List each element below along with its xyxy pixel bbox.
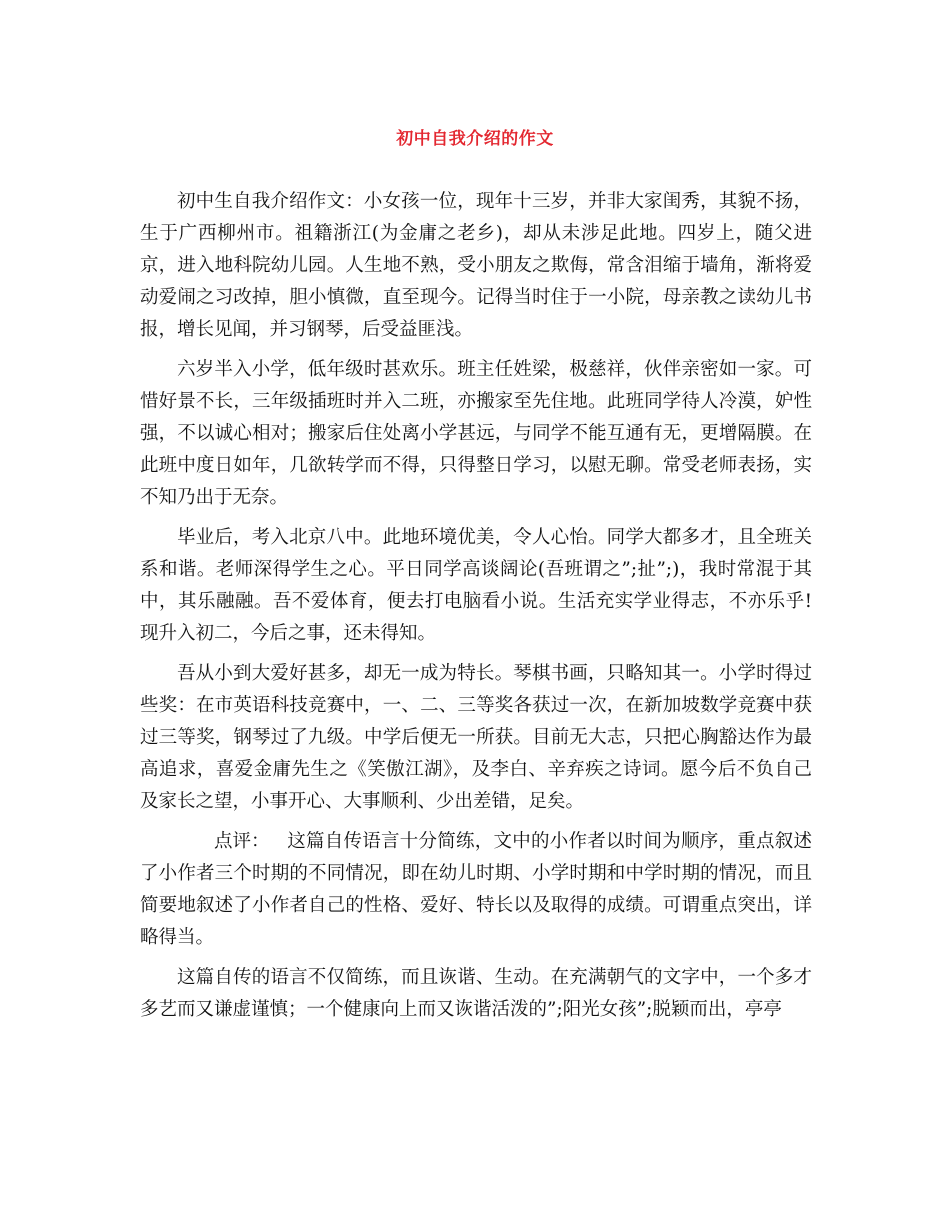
paragraph-review (140, 826, 812, 954)
document-body (140, 186, 812, 1034)
review-label: 点评： (214, 831, 270, 852)
paragraph-hobbies: 吾从小到大爱好甚多，却无一成为特长。琴棋书画，只略知其一。小学时得过些奖：在市英语科技竞赛中，一、二、三等奖各获过一次，在新加坡数学竞赛中获过三等奖，钢琴过了九级。中学后便无一所获。目前无大志，只把心胸豁达作为最高追求，喜爱金庸先生之《笑傲江湖》，及李白、辛弃疾之诗词。愿今后不负自己及家长之望，小事开心、大事顺利、少出差错，足矣。 (140, 663, 812, 812)
paragraph-primary-school: 六岁半入小学，低年级时甚欢乐。班主任姓梁，极慈祥，伙伴亲密如一家。可惜好景不长，三年级插班时并入二班，亦搬家至先住地。此班同学待人冷漠，妒性强，不以诚心相对；搬家后住处离小学甚远，与同学不能互通有无，更增隔膜。在此班中度日如年，几欲转学而不得，只得整日学习，以慰无聊。常受老师表扬，实不知乃出于无奈。 (140, 359, 812, 508)
paragraph-middle-school: 毕业后，考入北京八中。此地环境优美，令人心怡。同学大都多才，且全班关系和谐。老师深得学生之心。平日同学高谈阔论(吾班谓之”;扯”;)，我时常混于其中，其乐融融。吾不爱体育，便去打电脑看小说。生活充实学业得志，不亦乐乎!现升入初二，今后之事，还未得知。 (140, 527, 812, 644)
paragraph-intro: 初中生自我介绍作文：小女孩一位，现年十三岁，并非大家闺秀，其貌不扬，生于广西柳州市。祖籍浙江(为金庸之老乡)，却从未涉足此地。四岁上，随父进京，进入地科院幼儿园。人生地不熟，受小朋友之欺侮，常含泪缩于墙角，渐将爱动爱闹之习改掉，胆小慎微，直至现今。记得当时住于一小院，母亲教之读幼儿书报，增长见闻，并习钢琴，后受益匪浅。 (140, 191, 812, 340)
document-title: 初中自我介绍的作文 (396, 129, 554, 149)
review-text: 这篇自传语言十分简练，文中的小作者以时间为顺序，重点叙述了小作者三个时期的不同情况，即在幼儿时期、小学时期和中学时期的情况，而且简要地叙述了小作者自己的性格、爱好、特长以及取得的成绩。可谓重点突出，详略得当。 (140, 831, 812, 948)
paragraph-closing: 这篇自传的语言不仅简练，而且诙谐、生动。在充满朝气的文字中，一个多才多艺而又谦虚谨慎；一个健康向上而又诙谐活泼的”;阳光女孩”;脱颖而出，亭亭 (140, 967, 812, 1020)
